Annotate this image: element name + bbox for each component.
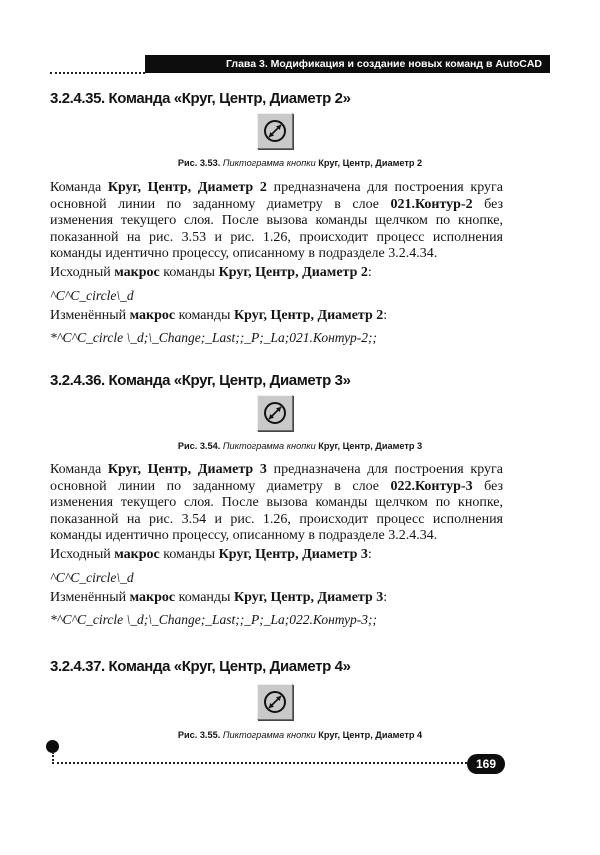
line-bold: макрос	[114, 265, 160, 280]
line-text: :	[367, 547, 372, 562]
circle-center-diameter-icon	[257, 395, 293, 431]
macro-label	[50, 265, 510, 281]
paragraph	[50, 462, 503, 545]
para-bold: Круг, Центр, Диаметр 3	[107, 462, 267, 477]
circle-center-diameter-icon	[257, 113, 293, 149]
figure-caption	[50, 730, 550, 740]
caption-prefix: Рис. 3.53.	[177, 158, 221, 168]
section-title: 3.2.4.35. Команда «Круг, Центр, Диаметр 2»	[50, 90, 351, 107]
line-bold: Круг, Центр, Диаметр 3	[233, 590, 384, 605]
line-text: :	[383, 590, 388, 605]
line-bold: Круг, Центр, Диаметр 3	[218, 547, 368, 562]
line-text: Исходный	[50, 265, 115, 280]
macro-label	[50, 547, 510, 563]
caption-text: Пиктограмма кнопки	[220, 441, 319, 451]
modified-macro-code: *^C^C_circle \_d;\_Change;_Last;;_P;_La;022.Контур-3;;	[50, 612, 377, 627]
line-text: команды	[159, 547, 219, 562]
line-text: Изменённый	[50, 590, 130, 605]
para-bold: Круг, Центр, Диаметр 2	[107, 180, 267, 195]
line-text: Изменённый	[50, 308, 130, 323]
caption-prefix: Рис. 3.55.	[177, 730, 221, 740]
caption-bold: Круг, Центр, Диаметр 3	[318, 441, 423, 451]
macro-code: ^C^C_circle\_d	[50, 570, 134, 585]
para-text: Команда	[50, 462, 108, 477]
line-bold: макрос	[114, 547, 160, 562]
circle-center-diameter-icon	[257, 684, 293, 720]
para-bold: 022.Контур-3	[390, 478, 473, 494]
caption-bold: Круг, Центр, Диаметр 4	[318, 730, 423, 740]
line-text: :	[367, 265, 372, 280]
figure-caption	[50, 158, 550, 168]
line-bold: макрос	[129, 308, 176, 323]
caption-prefix: Рис. 3.54.	[177, 441, 221, 451]
para-text: без изменения текущего слоя. После вызова команды щелчком по кнопке, показанной на рис. 3.53 и рис. 1.26, происходит процесс исполнения команды идентично процессу, описанному в подразделе 3.2.4.34.	[50, 196, 503, 261]
modified-macro-label	[50, 308, 510, 324]
footer-dotted-rule	[52, 762, 467, 764]
line-text: команды	[175, 308, 234, 323]
caption-text: Пиктограмма кнопки	[220, 730, 319, 740]
line-bold: Круг, Центр, Диаметр 2	[233, 308, 384, 323]
caption-bold: Круг, Центр, Диаметр 2	[318, 158, 423, 168]
para-text: без изменения текущего слоя. После вызова команды щелчком по кнопке, показанной на рис. 3.54 и рис. 1.26, происходит процесс исполнения команды идентично процессу, описанному в подразделе 3.2.4.34.	[50, 478, 503, 543]
para-text: предназначена для построения круга основной линии по заданному диаметру в слое	[50, 462, 503, 494]
line-bold: Круг, Центр, Диаметр 2	[218, 265, 368, 280]
figure-caption	[50, 441, 550, 451]
line-text: команды	[175, 590, 234, 605]
para-text: Команда	[50, 180, 108, 195]
macro-code: ^C^C_circle\_d	[50, 288, 134, 303]
page-number: 169	[467, 754, 505, 774]
line-bold: макрос	[129, 590, 176, 605]
header-dotted-rule	[50, 72, 145, 74]
para-bold: 021.Контур-2	[390, 196, 473, 212]
modified-macro-label	[50, 590, 510, 606]
line-text: Исходный	[50, 547, 115, 562]
section-title: 3.2.4.37. Команда «Круг, Центр, Диаметр 4»	[50, 658, 351, 675]
chapter-header: Глава 3. Модификация и создание новых команд в AutoCAD	[145, 55, 550, 73]
caption-text: Пиктограмма кнопки	[220, 158, 319, 168]
line-text: :	[383, 308, 388, 323]
line-text: команды	[159, 265, 219, 280]
para-text: предназначена для построения круга основной линии по заданному диаметру в слое	[50, 180, 503, 212]
section-title: 3.2.4.36. Команда «Круг, Центр, Диаметр 3»	[50, 372, 351, 389]
modified-macro-code: *^C^C_circle \_d;\_Change;_Last;;_P;_La;021.Контур-2;;	[50, 330, 377, 345]
paragraph	[50, 180, 503, 263]
